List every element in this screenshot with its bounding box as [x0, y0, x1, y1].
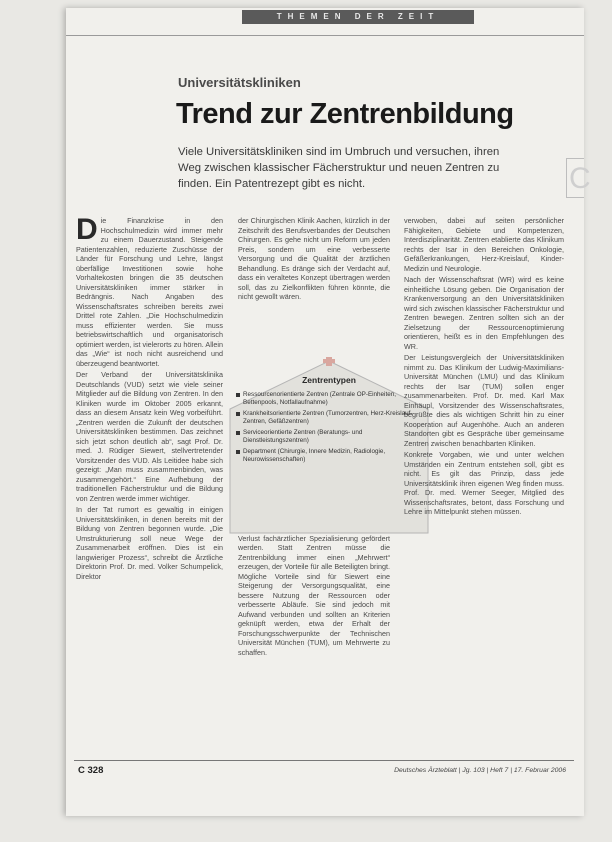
list-item: Krankheitsorientierte Zentren (Tumorzentren, Herz-Kreislauf-Zentren, Gefäßzentren) [236, 410, 422, 426]
section-header: THEMEN DER ZEIT [242, 10, 474, 24]
journal-citation: Deutsches Ärzteblatt | Jg. 103 | Heft 7 | 17. Februar 2006 [394, 767, 566, 774]
paragraph: Die Finanzkrise in den Hochschulmedizin wird immer mehr zu einem Dauerzustand. Steigende Patientenzahlen, reduzierte Zuschüsse der Länder für Forschung und Lehre, längst überfällige Investitionen sowie hohe Vorhaltekosten bringen die 35 deutschen Universitätskliniken immer stärker in Bedrängnis. Nach Angaben des Wissenschaftsrates schreiben bereits zwei Drittel rote Zahlen. „Die Hochschulmedizin muss effizienter werden. Sie muss betriebswirtschaftlich und organisatorisch optimiert werden, ist vielerorts zu hören. Allein das „Wie“ ist noch nicht ausreichend und überzeugend beantwortet. [76, 213, 223, 368]
article-lede: Viele Universitätskliniken sind im Umbruch und versuchen, ihren Weg zwischen klassischer Fächerstruktur und neuen Zentren zu finden. Ein Patentrezept gibt es nicht. [178, 146, 500, 190]
box-list [236, 391, 422, 467]
paragraph: Verlust fachärztlicher Spezialisierung gefördert werden. Statt Zentren müsse die Zentrenbildung immer einen „Mehrwert“ erzeugen, der Vorteile für alle Beteiligten bringt. Mögliche Vorteile sind für Siewert eine Steigerung der Versorgungsqualität, eine bessere Nutzung der Ressourcen oder verbesserte Abläufe. Sie sind jedoch mit Aufwand verbunden und sollten an Kriterien geknüpft werden, etwa der Erhalt der Forschungsschwerpunkte der Technischen Universität München (TUM), um Mehrwerte zu schaffen. [238, 533, 390, 657]
paragraph: der Chirurgischen Klinik Aachen, kürzlich in der Zeitschrift des Berufsverbandes der Deutschen Chirurgen. Es gehe nicht um Reform um jeden Preis, sondern um eine verbesserte Versorgung und die Qualität der ärztlichen Behandlung. Es dränge sich der Verdacht auf, dass ein veraltetes Konzept übertragen werden soll, das zu Zielkonflikten führen könnte, die nicht gewollt wären. [238, 216, 390, 301]
footer-rule [74, 760, 574, 761]
list-item: Serviceorientierte Zentren (Beratungs- und Dienstleistungszentren) [236, 429, 422, 445]
box-title: Zentrentypen [302, 375, 356, 385]
list-item: Department (Chirurgie, Innere Medizin, Radiologie, Neurowissenschaften) [236, 448, 422, 464]
list-item: Ressourcenorientierte Zentren (Zentrale OP-Einheiten, Bettenpools, Notfallaufnahme) [236, 391, 422, 407]
paragraph: In der Tat rumort es gewaltig in einigen Universitätskliniken, in denen bereits mit der Bildung von Zentren begonnen wurde. „Die Umstrukturierung soll neue Wege der Zusammenarbeit eröffnen. Dies ist ein langwieriger Prozess“, schreibt die Ärztliche Direktorin Prof. Dr. med. Volker Schumpelick, Direktor [76, 505, 223, 581]
top-rule [66, 35, 584, 36]
article-headline: Trend zur Zentrenbildung [176, 98, 514, 130]
paragraph: Nach der Wissenschaftsrat (WR) wird es keine einheitliche Lösung geben. Die Organisation der Krankenversorgung an den Universitätskliniken wird sich zwischen klassischer Fächerstruktur und Zentren bewegen. Zentren sollten sich an der Zielsetzung der Ressourcenoptimierung orientieren, heißt es in den Empfehlungen des WR. [404, 275, 564, 351]
paragraph: Der Verband der Universitätsklinika Deutschlands (VUD) setzt wie viele seiner Mitglieder auf die Bildung von Zentren. In den Kliniken wurde im Oktober 2005 erkannt, dass an diesem Ansatz kein Weg vorbeiführt. „Zentren werden die Zukunft der deutschen Universitätskliniken bestimmen. Das zeichnet sich jetzt schon deutlich ab“, sagt Prof. Dr. med. J. Rüdiger Siewert, stellvertretender Vorsitzender des VUD. Als Leitidee habe sich gezeigt: „Man muss zusammenbinden, was zusammengehört.“ Eine Aufhebung der traditionellen Fächerstruktur und die Bildung von Zentren werde immer wichtiger. [76, 370, 223, 503]
paragraph: Der Leistungsvergleich der Universitätskliniken nimmt zu. Das Klinikum der Ludwig-Maximilians-Universität München (LMU) und das Klinikum rechts der Isar (TUM) sollen enger zusammenarbeiten. Prof. Dr. med. Karl Max Einhäupl, Vorsitzender des Wissenschaftsrates, begrüßte dies als wichtigen Schritt hin zu einer Kooperation auf Augenhöhe. Auch an anderen Standorten gibt es Gespräche über gemeinsame Zentren zwischen benachbarten Kliniken. [404, 353, 564, 448]
article-column-1 [76, 213, 223, 583]
article-page [66, 8, 591, 816]
page-number: C 328 [78, 765, 104, 776]
paragraph: verwoben, dabei auf seiten persönlicher Fähigkeiten, Gebiete und Kompetenzen, Interdisziplinarität. Zentren etablierte das Klinikum rechts der Isar in den Bereichen Onkologie, Gefäßerkrankungen, Herz-Kreislauf, Kinder-Medizin und Neurologie. [404, 216, 564, 273]
dropcap: D [76, 213, 98, 246]
paragraph: Konkrete Vorgaben, wie und unter welchen Umständen ein Zentrum entstehen soll, gibt es nicht. Es gilt das Prinzip, dass jede Universitätsklinik ihren eigenen Weg finden muss. Prof. Dr. med. Werner Seeger, Mitglied des Wissenschaftsrates, betont, dass Forschung und Lehre im Mittelpunkt stehen müssen. [404, 450, 564, 516]
article-column-3 [404, 216, 564, 519]
side-letter-tab: C [566, 158, 584, 198]
article-kicker: Universitätskliniken [178, 75, 301, 90]
zentrentypen-box [228, 357, 430, 535]
